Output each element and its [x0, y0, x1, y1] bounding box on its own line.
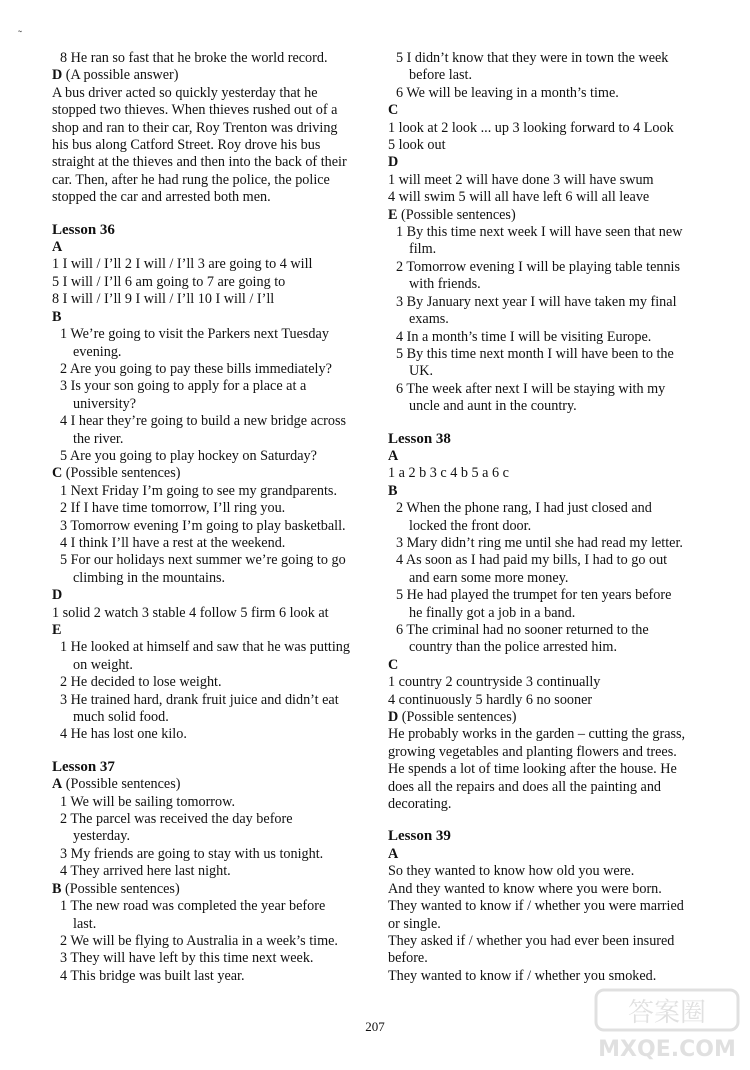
section-label: A [52, 239, 63, 256]
text-line: university? [73, 395, 137, 412]
lesson-heading: Lesson 37 [52, 758, 115, 775]
text-line: 4 will swim 5 will all have left 6 will all leave [388, 189, 650, 206]
text-line: 5 I will / I’ll 6 am going to 7 are going to [52, 273, 286, 290]
text-line: on weight. [73, 656, 133, 673]
text-line: And they wanted to know where you were born. [388, 880, 662, 897]
text-line: 5 I didn’t know that they were in town the week [396, 50, 669, 66]
text-line: 1 We will be sailing tomorrow. [60, 793, 235, 810]
page-number: 207 [365, 1019, 385, 1034]
text-line: 6 We will be leaving in a month’s time. [396, 84, 619, 101]
text-line: he finally got a job in a band. [409, 604, 576, 621]
text-line: 8 He ran so fast that he broke the world record. [60, 50, 328, 66]
text-line: 8 I will / I’ll 9 I will / I’ll 10 I will / I’ll [52, 291, 275, 308]
text-line: 5 Are you going to play hockey on Saturday? [60, 447, 317, 464]
text-line: 5 look out [388, 137, 446, 154]
text-line: 1 look at 2 look ... up 3 looking forward to 4 Look [388, 119, 674, 136]
text-line: 3 My friends are going to stay with us tonight. [60, 845, 324, 862]
text-line: 2 He decided to lose weight. [60, 674, 222, 691]
text-line: stopped two thieves. When thieves rushed out of a [52, 102, 338, 119]
text-line: They wanted to know if / whether you were married [388, 898, 684, 915]
text-line: 1 We’re going to visit the Parkers next Tuesday [60, 326, 329, 343]
section-label: A [388, 845, 399, 862]
text-line: his bus along Catford Street. Roy drove his bus [52, 137, 321, 154]
text-line: 4 As soon as I had paid my bills, I had to go out [396, 552, 668, 569]
section-label: D (Possible sentences) [388, 709, 517, 726]
text-line: and earn some more money. [409, 569, 569, 586]
text-line: They wanted to know if / whether you smoked. [388, 967, 657, 984]
text-line: exams. [409, 311, 449, 328]
text-line: 2 The parcel was received the day before [60, 811, 293, 828]
text-line: 4 He has lost one kilo. [60, 726, 187, 743]
section-label: B [52, 308, 62, 325]
text-line: 4 In a month’s time I will be visiting Europe. [396, 328, 652, 345]
text-line: 3 Is your son going to apply for a place at a [60, 378, 307, 395]
lesson-heading: Lesson 39 [388, 828, 451, 845]
text-line: climbing in the mountains. [73, 569, 226, 586]
text-line: 1 will meet 2 will have done 3 will have swum [388, 171, 654, 188]
text-line: 2 Are you going to pay these bills immediately? [60, 360, 332, 377]
lesson-heading: Lesson 38 [388, 430, 451, 447]
text-line: 5 By this time next month I will have been to the [396, 345, 674, 362]
text-line: locked the front door. [409, 517, 532, 534]
section-label: E (Possible sentences) [388, 206, 516, 223]
text-line: last. [73, 915, 97, 932]
text-line: 1 a 2 b 3 c 4 b 5 a 6 c [388, 465, 509, 482]
text-line: He probably works in the garden – cutting the grass, [388, 726, 686, 743]
text-line: before. [388, 950, 428, 967]
text-line: 6 The week after next I will be staying with my [396, 380, 666, 397]
text-line: before last. [409, 67, 473, 84]
text-line: much solid food. [73, 709, 169, 726]
text-line: the river. [73, 430, 124, 447]
text-line: 4 continuously 5 hardly 6 no sooner [388, 691, 593, 708]
text-line: or single. [388, 915, 441, 932]
text-line: 4 This bridge was built last year. [60, 967, 245, 984]
text-line: 1 I will / I’ll 2 I will / I’ll 3 are going to 4 will [52, 256, 313, 273]
text-line: yesterday. [73, 828, 130, 845]
text-line: He spends a lot of time looking after the house. He [388, 761, 677, 778]
section-label: E [52, 622, 62, 638]
text-line: 4 I hear they’re going to build a new bridge across [60, 413, 347, 430]
text-line: car. Then, after he had rung the police, the police [52, 171, 330, 188]
section-label: A (Possible sentences) [52, 776, 181, 793]
text-line: 6 The criminal had no sooner returned to the [396, 622, 649, 638]
section-label: B (Possible sentences) [52, 880, 180, 897]
section-label: D [52, 587, 63, 604]
text-line: 1 By this time next week I will have seen that new [396, 224, 683, 241]
section-label: C [388, 102, 399, 119]
text-line: 1 country 2 countryside 3 continually [388, 674, 601, 691]
text-line: growing vegetables and planting flowers and trees. [388, 743, 677, 760]
text-line: 4 They arrived here last night. [60, 863, 231, 880]
section-label: D [388, 154, 399, 171]
right-column [388, 50, 710, 985]
text-line: A bus driver acted so quickly yesterday that he [52, 84, 318, 101]
text-line: UK. [409, 363, 434, 380]
text-line: 3 They will have left by this time next week. [60, 950, 314, 967]
text-line: country than the police arrested him. [409, 639, 618, 656]
text-line: 1 Next Friday I’m going to see my grandparents. [60, 482, 337, 499]
watermark-top: 答案圈 [627, 998, 707, 1028]
section-label: C [388, 656, 399, 673]
text-line: decorating. [388, 796, 452, 813]
text-line: 2 If I have time tomorrow, I’ll ring you. [60, 500, 286, 517]
text-line: So they wanted to know how old you were. [388, 863, 635, 880]
section-label: B [388, 482, 398, 499]
text-line: 2 Tomorrow evening I will be playing table tennis [396, 258, 681, 275]
text-line: 3 By January next year I will have taken my final [396, 293, 677, 310]
section-label: A [388, 447, 399, 464]
text-line: 5 He had played the trumpet for ten years before [396, 587, 672, 604]
text-line: with friends. [409, 276, 481, 293]
text-line: does all the repairs and does all the painting and [388, 778, 662, 795]
text-line: They asked if / whether you had ever been insured [388, 932, 675, 949]
left-column [52, 50, 370, 985]
text-line: uncle and aunt in the country. [409, 398, 577, 415]
text-line: stopped the car and arrested both men. [52, 189, 271, 206]
text-line: evening. [73, 343, 122, 360]
text-line: 1 He looked at himself and saw that he was putting [60, 639, 350, 656]
text-line: shop and ran to their car, Roy Trenton was driving [52, 119, 338, 136]
section-label: C (Possible sentences) [52, 465, 181, 482]
corner-mark: ˷ [18, 19, 22, 33]
text-line: 1 The new road was completed the year before [60, 898, 326, 915]
text-line: 1 solid 2 watch 3 stable 4 follow 5 firm 6 look at [52, 604, 329, 621]
watermark-bottom: MXQE.COM [598, 1037, 736, 1062]
lesson-heading: Lesson 36 [52, 221, 115, 238]
text-line: 3 He trained hard, drank fruit juice and didn’t eat [60, 691, 339, 708]
text-line: 2 We will be flying to Australia in a week’s time. [60, 932, 338, 949]
watermark-logo [592, 986, 742, 1064]
section-label: D (A possible answer) [52, 67, 179, 84]
text-line: 2 When the phone rang, I had just closed and [396, 500, 652, 517]
text-line: 3 Tomorrow evening I’m going to play basketball. [60, 517, 346, 534]
text-line: film. [409, 241, 437, 258]
text-line: 5 For our holidays next summer we’re going to go [60, 552, 346, 569]
text-line: straight at the thieves and then into the back of their [52, 154, 347, 171]
text-line: 3 Mary didn’t ring me until she had read my letter. [396, 534, 683, 551]
text-line: 4 I think I’ll have a rest at the weekend. [60, 534, 286, 551]
